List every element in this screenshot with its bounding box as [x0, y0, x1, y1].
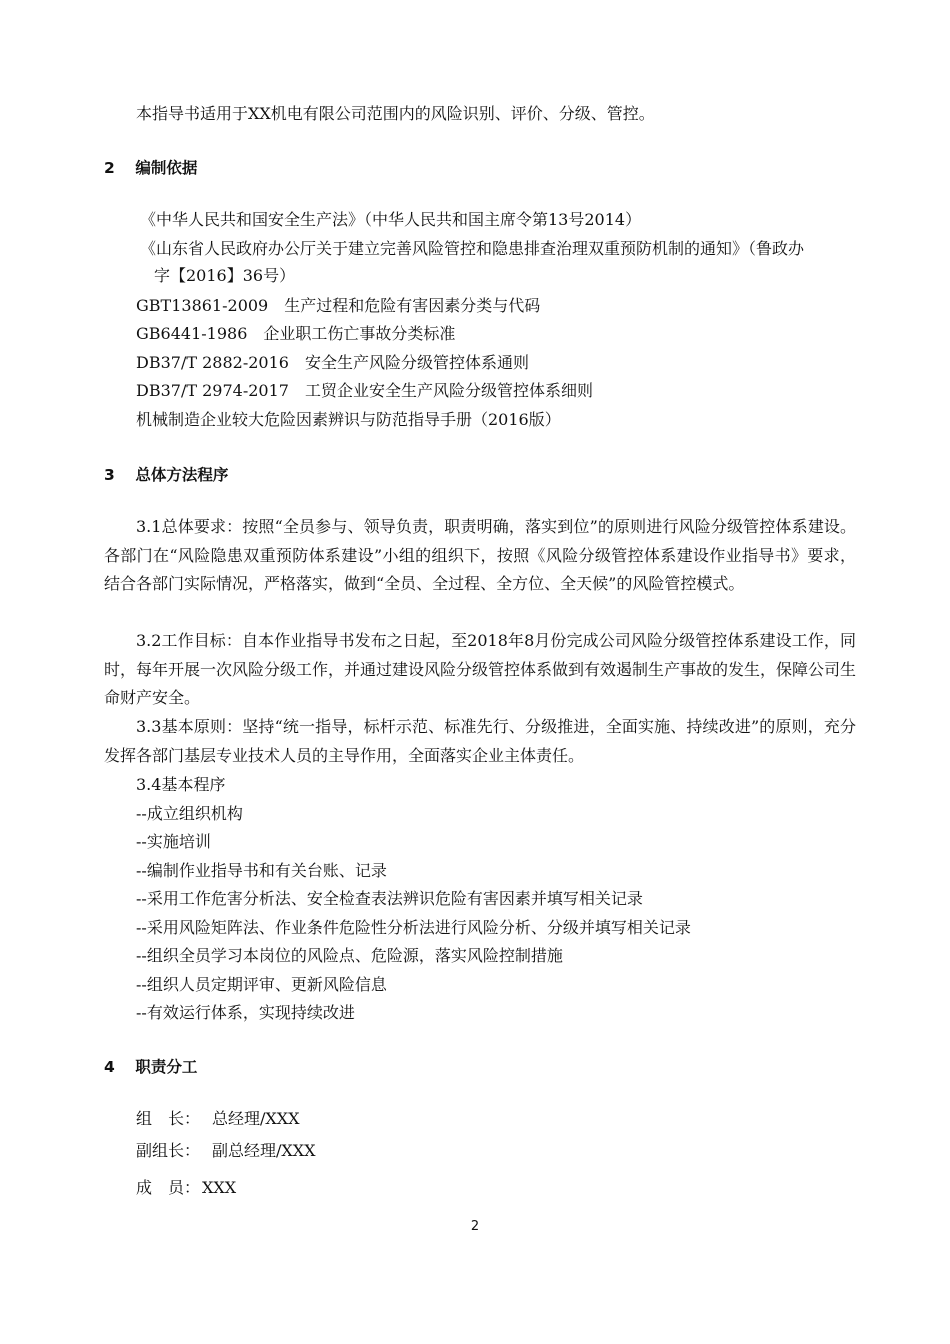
reference-item: 机械制造企业较大危险因素辨识与防范指导手册（2016版） — [136, 410, 561, 429]
reference-item-continuation: 字【2016】36号） — [154, 266, 296, 285]
reference-item: 《山东省人民政府办公厅关于建立完善风险管控和隐患排查治理双重预防机制的通知》（鲁政办 — [140, 239, 805, 258]
procedure-step: --编制作业指导书和有关台账、记录 — [136, 861, 387, 880]
role-value: XXX — [202, 1178, 237, 1197]
role-team-leader — [136, 1108, 300, 1130]
section-heading-2 — [104, 157, 197, 179]
reference-item: 《中华人民共和国安全生产法》（中华人民共和国主席令第13号2014） — [140, 210, 642, 229]
role-members — [136, 1177, 236, 1199]
section-number: 3 — [104, 466, 115, 484]
section-title: 总体方法程序 — [135, 466, 229, 484]
procedure-step: --组织全员学习本岗位的风险点、危险源，落实风险控制措施 — [136, 946, 563, 965]
role-label: 成 员： — [136, 1178, 201, 1197]
procedure-step: --采用风险矩阵法、作业条件危险性分析法进行风险分析、分级并填写相关记录 — [136, 918, 691, 937]
section-number: 4 — [104, 1058, 115, 1076]
procedure-step: --采用工作危害分析法、安全检查表法辨识危险有害因素并填写相关记录 — [136, 889, 643, 908]
reference-item: DB37/T 2882-2016 安全生产风险分级管控体系通则 — [136, 353, 529, 372]
procedure-step: --实施培训 — [136, 832, 211, 851]
section-number: 2 — [104, 159, 115, 177]
page-number: 2 — [470, 1219, 480, 1234]
procedure-step: --有效运行体系，实现持续改进 — [136, 1003, 355, 1022]
procedure-step: --成立组织机构 — [136, 804, 243, 823]
subsection-basic-procedure: 3.4基本程序 — [136, 775, 226, 794]
role-label: 副组长： — [136, 1141, 201, 1160]
section-title: 职责分工 — [135, 1058, 198, 1076]
reference-item: DB37/T 2974-2017 工贸企业安全生产风险分级管控体系细则 — [136, 381, 593, 400]
role-label: 组 长： — [136, 1109, 201, 1128]
role-value: 副总经理/XXX — [212, 1141, 316, 1160]
role-value: 总经理/XXX — [212, 1109, 300, 1128]
paragraph-work-goals: 3.2工作目标：自本作业指导书发布之日起，至2018年8月份完成公司风险分级管控体系建设工作，同时，每年开展一次风险分级工作，并通过建设风险分级管控体系做到有效遏制生产事故的发生，保障公司生命财产安全。 — [104, 631, 857, 707]
procedure-step: --组织人员定期评审、更新风险信息 — [136, 975, 387, 994]
reference-item: GB6441-1986 企业职工伤亡事故分类标准 — [136, 324, 456, 343]
section-heading-3 — [104, 464, 228, 486]
paragraph-basic-principles: 3.3基本原则：坚持“统一指导，标杆示范、标准先行、分级推进，全面实施、持续改进”的原则，充分发挥各部门基层专业技术人员的主导作用，全面落实企业主体责任。 — [104, 717, 856, 765]
section-heading-4 — [104, 1056, 197, 1078]
reference-item: GBT13861-2009 生产过程和危险有害因素分类与代码 — [136, 296, 541, 315]
scope-text: 本指导书适用于XX机电有限公司范围内的风险识别、评价、分级、管控。 — [136, 104, 655, 123]
section-title: 编制依据 — [135, 159, 198, 177]
role-deputy-leader — [136, 1140, 316, 1162]
paragraph-general-requirements: 3.1总体要求：按照“全员参与、领导负责，职责明确，落实到位”的原则进行风险分级管控体系建设。各部门在“风险隐患双重预防体系建设”小组的组织下，按照《风险分级管控体系建设作业指导书》要求，结合各部门实际情况，严格落实，做到“全员、全过程、全方位、全天候”的风险管控模式。 — [104, 517, 856, 593]
